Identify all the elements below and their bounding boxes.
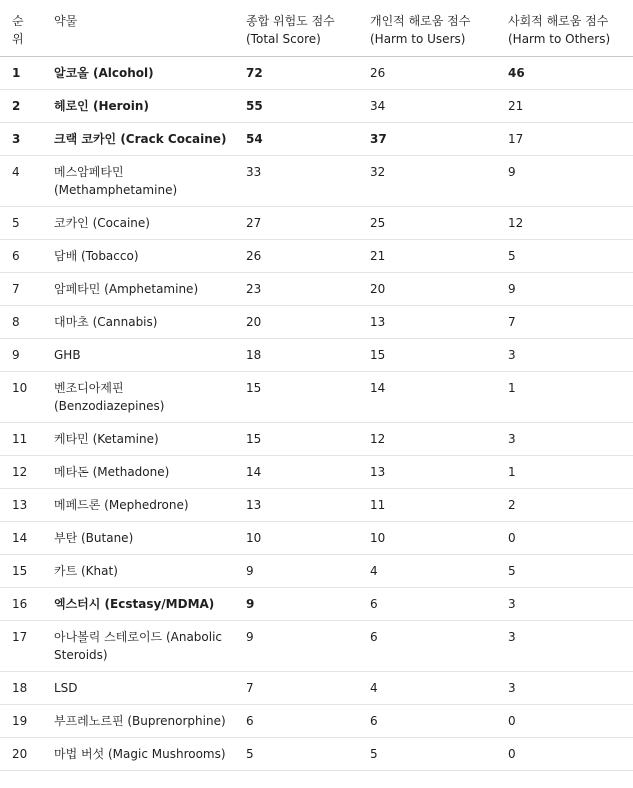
table-row <box>0 339 633 372</box>
cell-harm-to-others: 3 <box>496 621 633 672</box>
table-row <box>0 621 633 672</box>
table-row <box>0 57 633 90</box>
cell-harm-to-users: 21 <box>358 240 496 273</box>
cell-drug: 크랙 코카인 (Crack Cocaine) <box>42 123 234 156</box>
table-row <box>0 522 633 555</box>
cell-harm-to-users: 13 <box>358 306 496 339</box>
cell-harm-to-users: 6 <box>358 588 496 621</box>
cell-harm-to-others: 0 <box>496 738 633 771</box>
cell-harm-to-users: 15 <box>358 339 496 372</box>
cell-total-score: 9 <box>234 555 358 588</box>
cell-total-score: 27 <box>234 207 358 240</box>
cell-rank: 20 <box>0 738 42 771</box>
cell-total-score: 7 <box>234 672 358 705</box>
header-harm-to-others <box>496 6 633 57</box>
cell-total-score: 13 <box>234 489 358 522</box>
cell-drug: 암페타민 (Amphetamine) <box>42 273 234 306</box>
cell-total-score: 5 <box>234 738 358 771</box>
cell-harm-to-others: 21 <box>496 90 633 123</box>
cell-total-score: 6 <box>234 705 358 738</box>
cell-drug: 메스암페타민 (Methamphetamine) <box>42 156 234 207</box>
table-row <box>0 705 633 738</box>
table-row <box>0 90 633 123</box>
table-row <box>0 372 633 423</box>
cell-drug: 아나볼릭 스테로이드 (Anabolic Steroids) <box>42 621 234 672</box>
cell-rank: 15 <box>0 555 42 588</box>
header-others-line-1: 사회적 해로움 점수 <box>508 14 609 28</box>
table-row <box>0 123 633 156</box>
cell-rank: 9 <box>0 339 42 372</box>
cell-rank: 1 <box>0 57 42 90</box>
cell-harm-to-others: 9 <box>496 273 633 306</box>
cell-drug: 엑스터시 (Ecstasy/MDMA) <box>42 588 234 621</box>
table-row <box>0 306 633 339</box>
cell-harm-to-others: 1 <box>496 372 633 423</box>
cell-harm-to-users: 12 <box>358 423 496 456</box>
table-row <box>0 588 633 621</box>
header-users-line-1: 개인적 해로움 점수 <box>370 14 471 28</box>
cell-harm-to-users: 5 <box>358 738 496 771</box>
cell-rank: 17 <box>0 621 42 672</box>
cell-harm-to-others: 12 <box>496 207 633 240</box>
cell-rank: 10 <box>0 372 42 423</box>
cell-harm-to-users: 10 <box>358 522 496 555</box>
cell-harm-to-others: 0 <box>496 705 633 738</box>
cell-harm-to-others: 5 <box>496 240 633 273</box>
cell-rank: 4 <box>0 156 42 207</box>
cell-total-score: 9 <box>234 588 358 621</box>
cell-rank: 14 <box>0 522 42 555</box>
cell-total-score: 54 <box>234 123 358 156</box>
cell-harm-to-others: 3 <box>496 423 633 456</box>
cell-harm-to-users: 6 <box>358 621 496 672</box>
cell-total-score: 14 <box>234 456 358 489</box>
cell-harm-to-users: 11 <box>358 489 496 522</box>
cell-rank: 19 <box>0 705 42 738</box>
cell-harm-to-others: 0 <box>496 522 633 555</box>
cell-drug: 부프레노르핀 (Buprenorphine) <box>42 705 234 738</box>
cell-drug: 부탄 (Butane) <box>42 522 234 555</box>
cell-rank: 13 <box>0 489 42 522</box>
cell-harm-to-users: 6 <box>358 705 496 738</box>
header-total-score <box>234 6 358 57</box>
cell-rank: 8 <box>0 306 42 339</box>
header-users-line-2: (Harm to Users) <box>370 32 466 46</box>
header-harm-to-users <box>358 6 496 57</box>
cell-harm-to-others: 3 <box>496 339 633 372</box>
cell-drug: GHB <box>42 339 234 372</box>
cell-total-score: 23 <box>234 273 358 306</box>
cell-harm-to-others: 9 <box>496 156 633 207</box>
cell-harm-to-users: 4 <box>358 672 496 705</box>
cell-harm-to-users: 37 <box>358 123 496 156</box>
cell-total-score: 15 <box>234 423 358 456</box>
cell-drug: 카트 (Khat) <box>42 555 234 588</box>
cell-rank: 16 <box>0 588 42 621</box>
header-rank <box>0 6 42 57</box>
cell-harm-to-others: 3 <box>496 588 633 621</box>
header-total-line-1: 종합 위험도 점수 <box>246 14 335 28</box>
table-row <box>0 456 633 489</box>
cell-rank: 7 <box>0 273 42 306</box>
cell-harm-to-users: 20 <box>358 273 496 306</box>
cell-total-score: 55 <box>234 90 358 123</box>
cell-drug: 메타돈 (Methadone) <box>42 456 234 489</box>
cell-harm-to-users: 32 <box>358 156 496 207</box>
header-rank-line-2: 위 <box>12 32 24 46</box>
cell-harm-to-users: 26 <box>358 57 496 90</box>
cell-total-score: 10 <box>234 522 358 555</box>
table-row <box>0 489 633 522</box>
cell-rank: 12 <box>0 456 42 489</box>
header-total-line-2: (Total Score) <box>246 32 321 46</box>
cell-harm-to-users: 13 <box>358 456 496 489</box>
cell-rank: 11 <box>0 423 42 456</box>
cell-total-score: 33 <box>234 156 358 207</box>
cell-harm-to-users: 4 <box>358 555 496 588</box>
table-row <box>0 156 633 207</box>
cell-harm-to-others: 2 <box>496 489 633 522</box>
cell-rank: 6 <box>0 240 42 273</box>
header-drug: 약물 <box>42 6 234 57</box>
table-row <box>0 738 633 771</box>
cell-drug: LSD <box>42 672 234 705</box>
table-header <box>0 6 633 57</box>
table-row <box>0 240 633 273</box>
cell-drug: 알코올 (Alcohol) <box>42 57 234 90</box>
cell-rank: 3 <box>0 123 42 156</box>
cell-harm-to-others: 3 <box>496 672 633 705</box>
cell-total-score: 18 <box>234 339 358 372</box>
cell-rank: 2 <box>0 90 42 123</box>
table-row <box>0 672 633 705</box>
cell-drug: 코카인 (Cocaine) <box>42 207 234 240</box>
cell-harm-to-others: 5 <box>496 555 633 588</box>
cell-harm-to-others: 17 <box>496 123 633 156</box>
header-others-line-2: (Harm to Others) <box>508 32 611 46</box>
cell-drug: 헤로인 (Heroin) <box>42 90 234 123</box>
cell-total-score: 26 <box>234 240 358 273</box>
header-row <box>0 6 633 57</box>
cell-harm-to-others: 46 <box>496 57 633 90</box>
cell-rank: 5 <box>0 207 42 240</box>
cell-drug: 대마초 (Cannabis) <box>42 306 234 339</box>
cell-harm-to-users: 14 <box>358 372 496 423</box>
cell-total-score: 15 <box>234 372 358 423</box>
cell-harm-to-users: 25 <box>358 207 496 240</box>
table-row <box>0 207 633 240</box>
cell-rank: 18 <box>0 672 42 705</box>
cell-harm-to-others: 1 <box>496 456 633 489</box>
cell-harm-to-users: 34 <box>358 90 496 123</box>
table-row <box>0 273 633 306</box>
cell-drug: 마법 버섯 (Magic Mushrooms) <box>42 738 234 771</box>
cell-drug: 벤조디아제핀 (Benzodiazepines) <box>42 372 234 423</box>
cell-drug: 케타민 (Ketamine) <box>42 423 234 456</box>
cell-total-score: 9 <box>234 621 358 672</box>
cell-drug: 메페드론 (Mephedrone) <box>42 489 234 522</box>
drug-harm-table <box>0 6 633 771</box>
table-row <box>0 423 633 456</box>
table-row <box>0 555 633 588</box>
header-rank-line-1: 순 <box>12 14 24 28</box>
table-body <box>0 57 633 771</box>
cell-total-score: 20 <box>234 306 358 339</box>
cell-total-score: 72 <box>234 57 358 90</box>
cell-drug: 담배 (Tobacco) <box>42 240 234 273</box>
cell-harm-to-others: 7 <box>496 306 633 339</box>
